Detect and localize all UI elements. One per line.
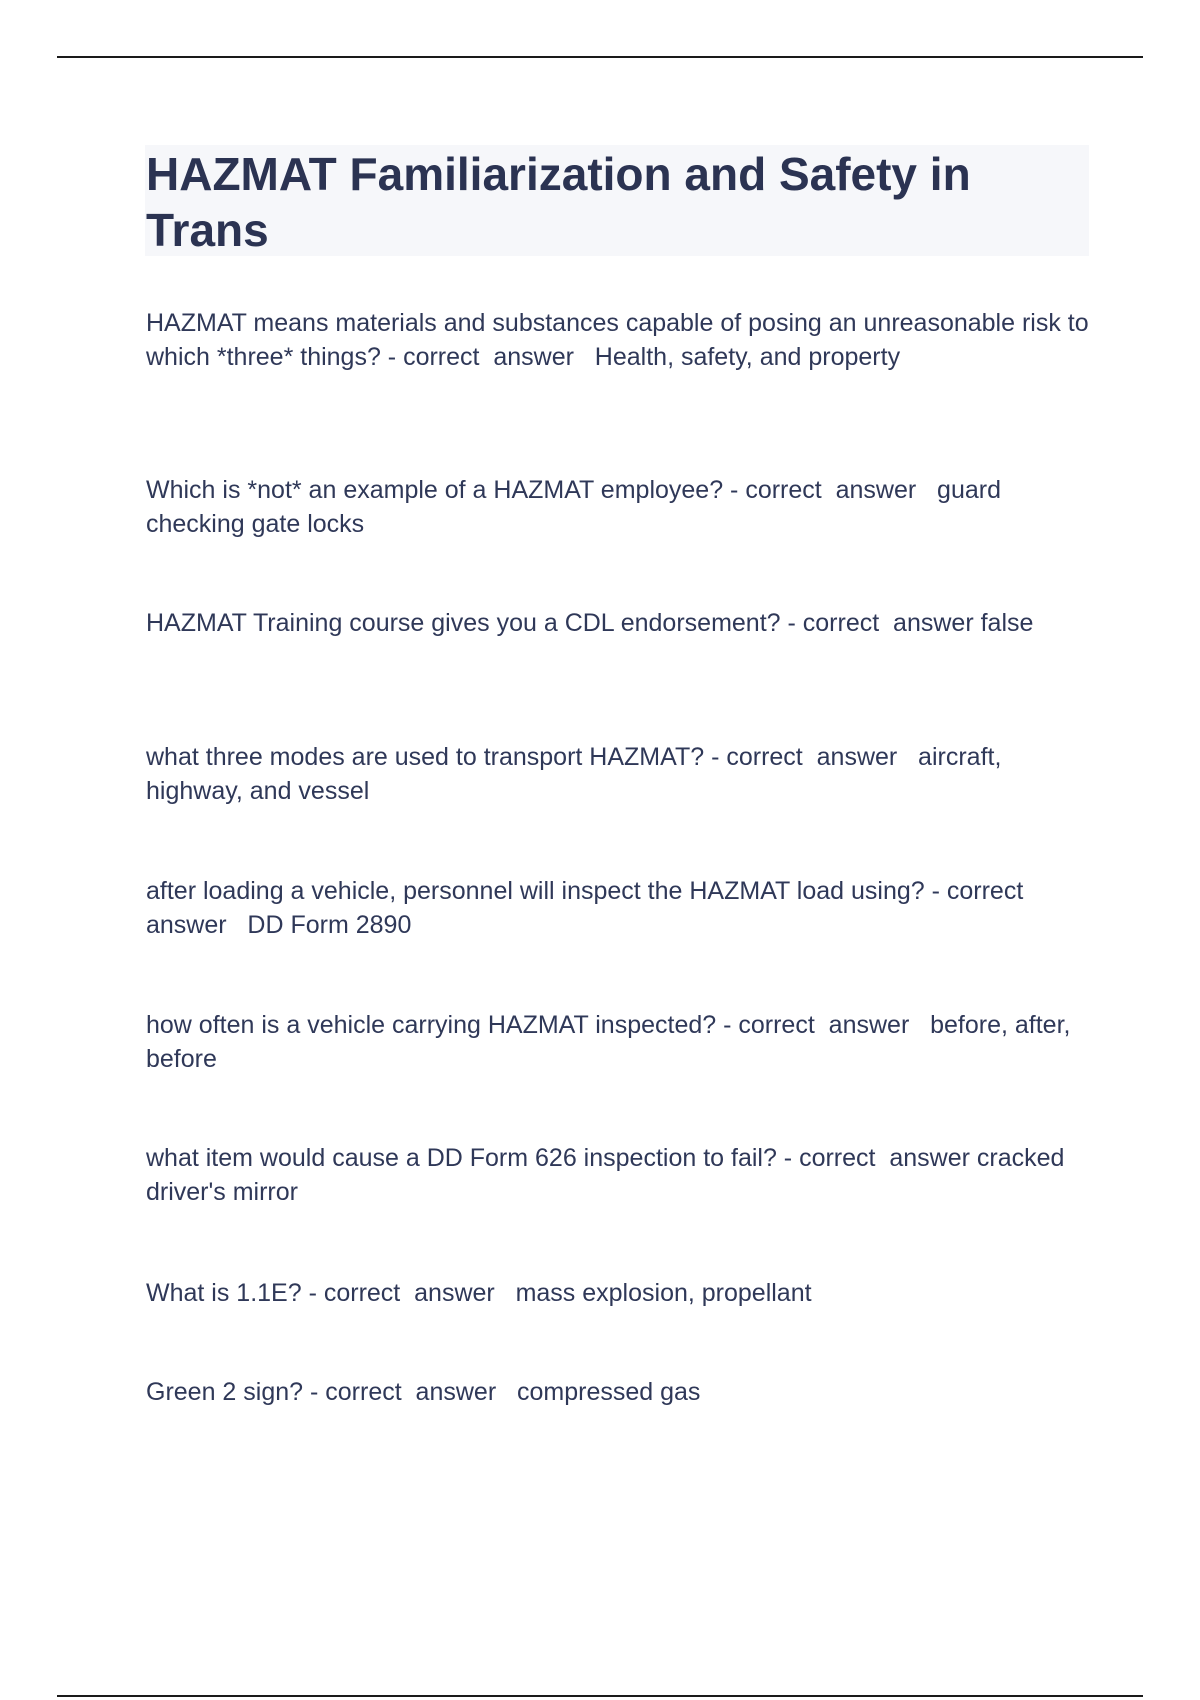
qa-item-1: HAZMAT means materials and substances capable of posing an unreasonable risk to which *three* things? - correct answer Health, safety, and property — [146, 309, 1096, 371]
qa-item-2: Which is *not* an example of a HAZMAT employee? - correct answer guard checking gate locks — [146, 476, 1008, 538]
qa-item-5: after loading a vehicle, personnel will inspect the HAZMAT load using? - correct answer DD Form 2890 — [146, 877, 1038, 939]
document-title: HAZMAT Familiarization and Safety in Trans — [146, 148, 971, 256]
qa-item-6: how often is a vehicle carrying HAZMAT inspected? - correct answer before, after, before — [146, 1011, 1078, 1073]
bottom-rule — [57, 1695, 1143, 1697]
qa-item-4: what three modes are used to transport HAZMAT? - correct answer aircraft, highway, and vessel — [146, 743, 1009, 805]
qa-item-7: what item would cause a DD Form 626 inspection to fail? - correct answer cracked driver's mirror — [146, 1144, 1072, 1206]
top-rule — [57, 56, 1143, 58]
qa-item-8: What is 1.1E? - correct answer mass explosion, propellant — [146, 1279, 812, 1307]
qa-item-3: HAZMAT Training course gives you a CDL endorsement? - correct answer false — [146, 609, 1034, 637]
qa-item-9: Green 2 sign? - correct answer compressed gas — [146, 1378, 701, 1406]
